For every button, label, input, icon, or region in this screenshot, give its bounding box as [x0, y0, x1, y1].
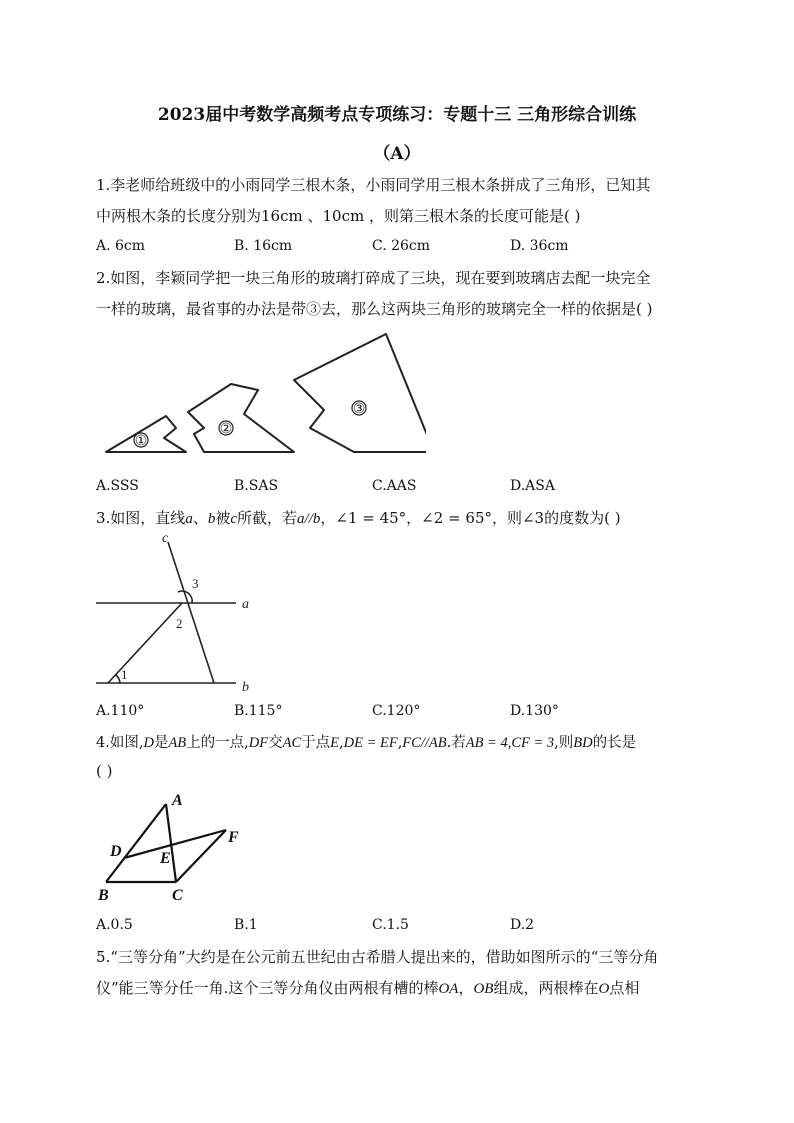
q3-parallel-lines-figure — [96, 530, 276, 696]
q1-option-c: C. 26cm — [372, 238, 431, 254]
q3-text: 3.如图，直线a、b被c所截，若a//b，∠1 = 45°，∠2 = 65°，则∠3的度数为( ) — [96, 509, 621, 527]
q4-text-line2: ( ) — [96, 762, 113, 780]
q3-option-b: B.115° — [234, 703, 283, 719]
label-angle-3: 3 — [192, 576, 199, 591]
q2-option-a: A.SSS — [96, 478, 139, 494]
q5-text-line1: 5.“三等分角”大约是在公元前五世纪由古希腊人提出来的，借助如图所示的“三等分角 — [96, 948, 659, 966]
q5-text-line2: 仪”能三等分任一角.这个三等分角仪由两根有槽的棒OA，OB组成，两根棒在O点相 — [96, 979, 640, 997]
q3-option-a: A.110° — [96, 703, 145, 719]
piece-label-2: ② — [219, 422, 233, 437]
q4-option-a: A.0.5 — [96, 917, 133, 933]
label-c: c — [162, 531, 169, 546]
q1-option-b: B. 16cm — [234, 238, 293, 254]
q2-broken-glass-figure — [96, 332, 426, 462]
q2-option-c: C.AAS — [372, 478, 417, 494]
q4-triangle-figure — [96, 788, 256, 906]
q2-text-line1: 2.如图，李颖同学把一块三角形的玻璃打碎成了三块，现在要到玻璃店去配一块完全 — [96, 269, 651, 287]
angle-1-arc — [116, 675, 120, 683]
q1-text-line1: 1.李老师给班级中的小雨同学三根木条，小雨同学用三根木条拼成了三角形，已知其 — [96, 176, 651, 194]
piece-label-1: ① — [134, 434, 148, 449]
label-point-a: A — [172, 792, 183, 809]
q2-option-b: B.SAS — [234, 478, 279, 494]
q3-option-d: D.130° — [510, 703, 559, 719]
label-a: a — [242, 597, 249, 612]
q1-option-d: D. 36cm — [510, 238, 569, 254]
label-point-e: E — [160, 850, 171, 867]
label-point-d: D — [110, 843, 122, 860]
q4-option-b: B.1 — [234, 917, 258, 933]
q2-option-d: D.ASA — [510, 478, 555, 494]
page-title-part: （A） — [373, 144, 421, 164]
q2-text-line2: 一样的玻璃，最省事的办法是带③去，那么这两块三角形的玻璃完全一样的依据是( ) — [96, 300, 653, 318]
q1-option-a: A. 6cm — [96, 238, 146, 254]
glass-piece-3 — [294, 334, 426, 452]
segment-to-b — [108, 603, 182, 683]
label-point-c: C — [172, 887, 183, 904]
q4-option-c: C.1.5 — [372, 917, 409, 933]
label-point-f: F — [228, 829, 239, 846]
q1-text-line2: 中两根木条的长度分别为16cm 、10cm ，则第三根木条的长度可能是( ) — [96, 207, 581, 225]
page-title: 2023届中考数学高频考点专项练习：专题十三 三角形综合训练 — [157, 105, 637, 125]
q3-option-c: C.120° — [372, 703, 421, 719]
label-b: b — [242, 680, 249, 695]
q4-text-line1: 4.如图,D是AB上的一点,DF交AC于点E,DE = EF,FC//AB.若AB = 4,CF = 3,则BD的长是 — [96, 735, 637, 751]
line-c — [168, 542, 214, 683]
glass-piece-2 — [188, 384, 294, 452]
label-angle-2: 2 — [176, 616, 183, 631]
label-angle-1: 1 — [121, 667, 128, 682]
segment-df — [124, 830, 226, 858]
piece-label-3: ③ — [352, 402, 366, 417]
label-point-b: B — [98, 887, 109, 904]
q4-option-d: D.2 — [510, 917, 535, 933]
